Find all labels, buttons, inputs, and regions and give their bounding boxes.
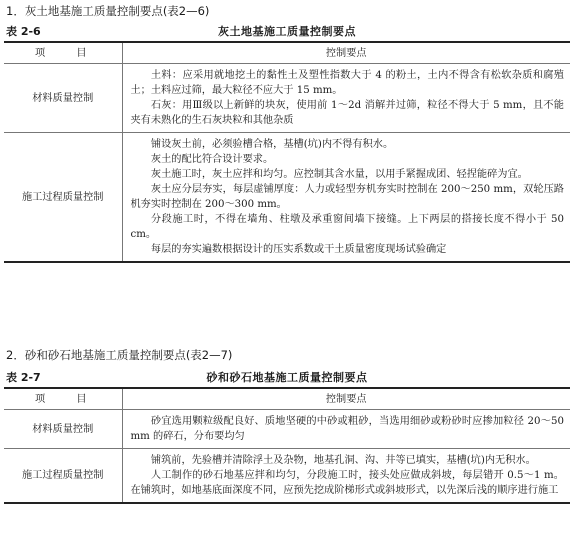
table-row [4,410,570,449]
paragraph: 铺筑前，先验槽并清除浮土及杂物，地基孔洞、沟、井等已填实，基槽(坑)内无积水。 [150,455,536,466]
row-content [122,133,570,263]
paragraph: 砂宜选用颗粒级配良好、质地坚硬的中砂或粗砂，当选用细砂或粉砂时应掺加粒径 20～50 mm 的碎石，分布要均匀 [130,416,564,442]
table-header-row [4,42,570,64]
table-number: 表 2-6 [6,25,41,38]
row-label: 施工过程质量控制 [4,133,122,263]
paragraph: 每层的夯实遍数根据设计的压实系数或干土质量密度现场试验确定 [150,244,447,255]
table-row [4,449,570,504]
paragraph: 灰土的配比符合设计要求。 [150,154,274,165]
row-content [122,410,570,449]
paragraph: 土料：应采用就地挖土的黏性土及塑性指数大于 4 的粉土，土内不得含有松软杂质和腐殖土；土料应过筛，最大粒径不应大于 15 mm。 [130,70,564,96]
table-2-7 [4,387,570,504]
paragraph: 人工制作的砂石地基应拌和均匀，分段施工时，接头处应做成斜坡，每层错开 0.5～1 m。在铺筑时，如地基底面深度不同，应预先挖成阶梯形式或斜坡形式，以先深后浅的顺序进行施工 [130,470,564,496]
row-label: 材料质量控制 [4,410,122,449]
paragraph: 灰土应分层夯实，每层虚铺厚度：人力或轻型夯机夯实时控制在 200～250 mm，双轮压路机夯实时控制在 200～300 mm。 [130,184,564,210]
paragraph: 分段施工时，不得在墙角、柱墩及承重窗间墙下接缝。上下两层的搭接长度不得小于 50 cm。 [130,214,564,240]
paragraph: 铺设灰土前，必须验槽合格，基槽(坑)内不得有积水。 [150,139,394,150]
header-item: 项 目 [4,42,122,64]
section-heading-1: 1．灰土地基施工质量控制要点(表2—6) [6,4,210,18]
table-header-row [4,388,570,410]
row-content [122,64,570,133]
table-title: 砂和砂石地基施工质量控制要点 [206,371,368,384]
section-heading-2: 2．砂和砂石地基施工质量控制要点(表2—7) [6,348,233,362]
paragraph: 灰土施工时，灰土应拌和均匀。应控制其含水量，以用手紧握成团、轻捏能碎为宜。 [150,169,528,180]
table-row [4,133,570,263]
row-content [122,449,570,504]
row-label: 施工过程质量控制 [4,449,122,504]
header-control-points: 控制要点 [122,42,570,64]
table-2-6 [4,41,570,263]
table-caption-1 [4,24,570,39]
table-row [4,64,570,133]
header-control-points: 控制要点 [122,388,570,410]
table-number: 表 2-7 [6,371,41,384]
paragraph: 石灰：用Ⅲ级以上新鲜的块灰，使用前 1～2d 消解并过筛，粒径不得大于 5 mm，且不能夹有未熟化的生石灰块粒和其他杂质 [130,100,564,126]
table-title: 灰土地基施工质量控制要点 [218,25,356,38]
header-item: 项 目 [4,388,122,410]
table-caption-2 [4,370,570,385]
row-label: 材料质量控制 [4,64,122,133]
